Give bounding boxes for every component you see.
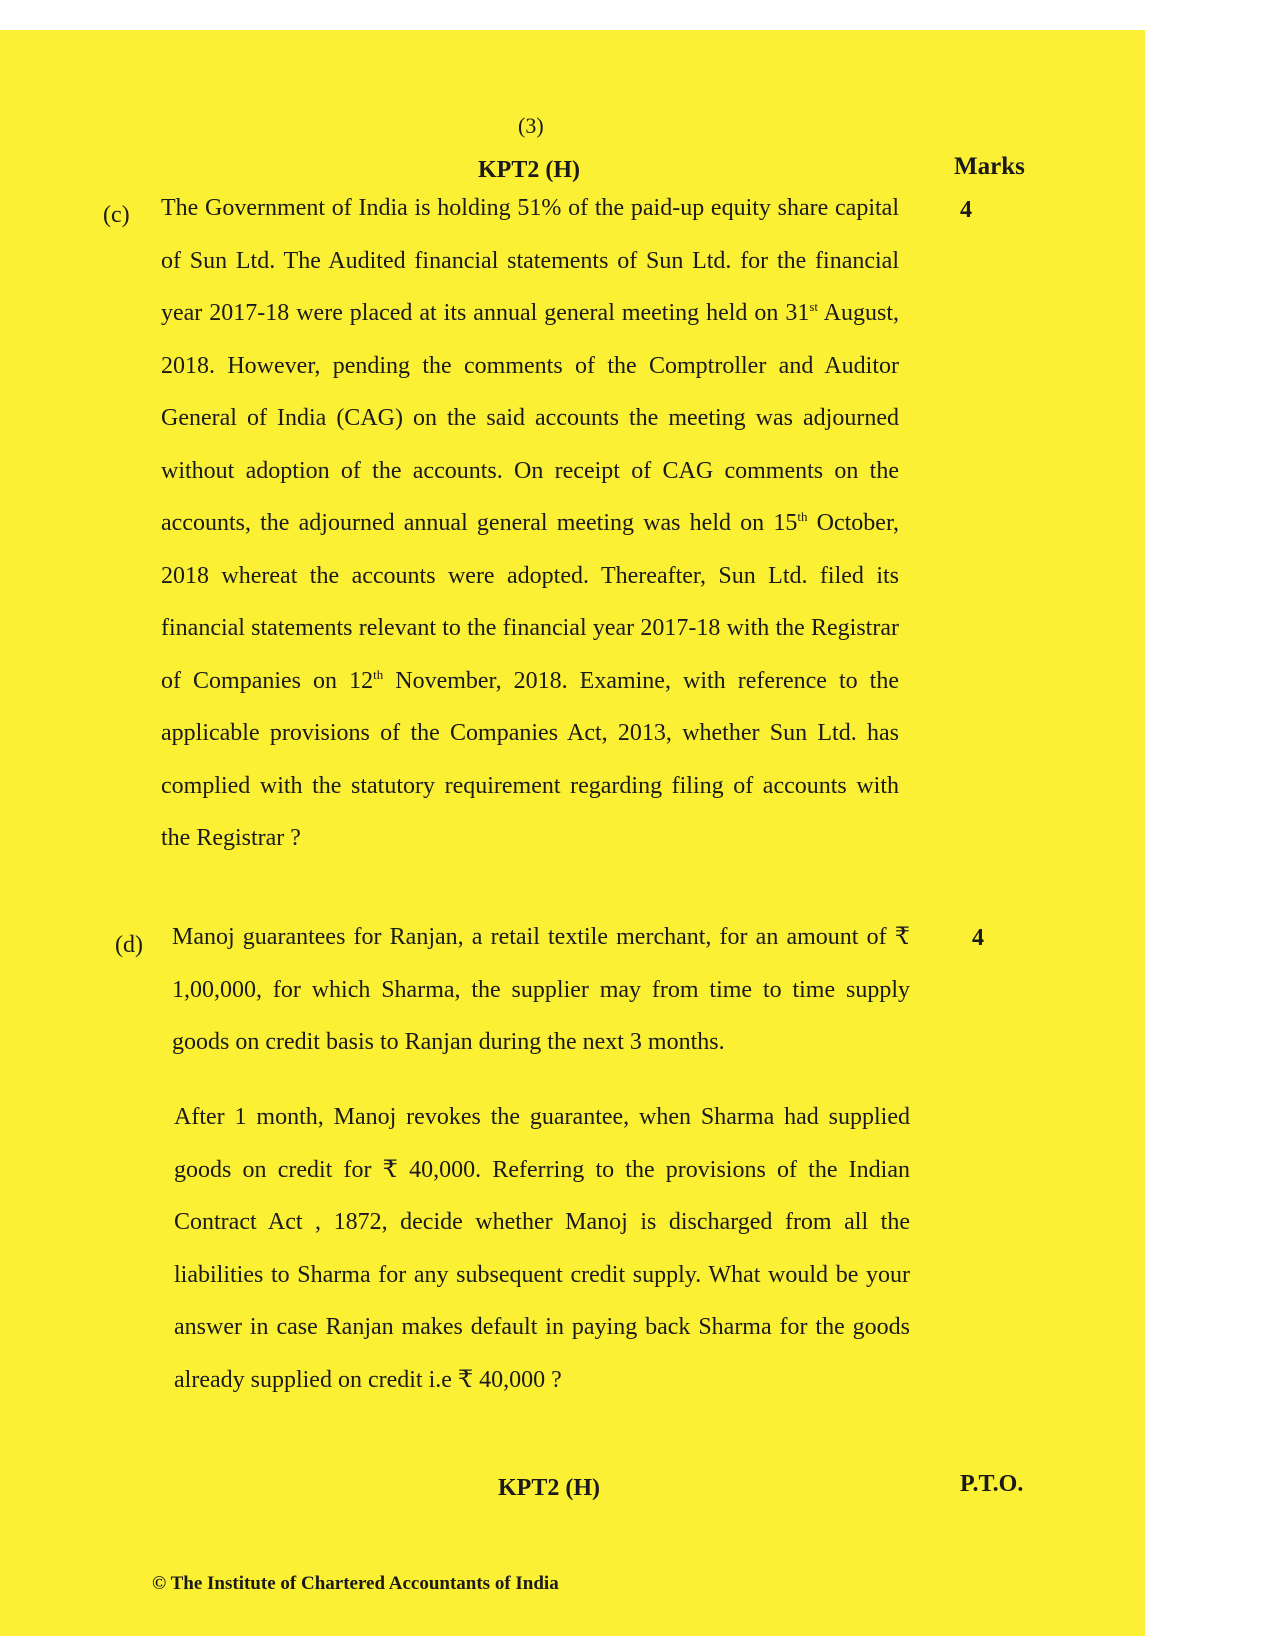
question-d-body-2: [174, 1091, 910, 1406]
paper-code-footer: KPT2 (H): [498, 1475, 600, 1501]
question-c-label: (c): [103, 202, 130, 228]
question-c-body: [161, 182, 899, 865]
page-number: (3): [518, 113, 544, 138]
pto-label: P.T.O.: [960, 1471, 1024, 1497]
question-d-text-2: After 1 month, Manoj revokes the guarantee, when Sharma had supplied goods on credit for ₹ 40,000. Referring to the provisions of the Indian Contract Act , 1872, decide whether Manoj is discharged from all the liabilities to Sharma for any subsequent credit supply. What would be your answer in case Ranjan makes default in paying back Sharma for the goods already supplied on credit i.e ₹ 40,000 ?: [174, 1104, 910, 1393]
paper-code-header: KPT2 (H): [478, 157, 580, 183]
question-d-body-1: [172, 911, 910, 1069]
copyright-notice: © The Institute of Chartered Accountants of India: [152, 1573, 559, 1594]
question-d-text-1: Manoj guarantees for Ranjan, a retail textile merchant, for an amount of ₹ 1,00,000, for which Sharma, the supplier may from time to time supply goods on credit basis to Ranjan during the next 3 months.: [172, 924, 910, 1055]
question-d-marks: 4: [972, 925, 984, 951]
question-c-text: The Government of India is holding 51% of the paid-up equity share capital of Sun Ltd. The Audited financial statements of Sun Ltd. for the financial year 2017-18 were placed at its annual general meeting held on 31st August, 2018. However, pending the comments of the Comptroller and Auditor General of India (CAG) on the said accounts the meeting was adjourned without adoption of the accounts. On receipt of CAG comments on the accounts, the adjourned annual general meeting was held on 15th October, 2018 whereat the accounts were adopted. Thereafter, Sun Ltd. filed its financial statements relevant to the financial year 2017-18 with the Registrar of Companies on 12th November, 2018. Examine, with reference to the applicable provisions of the Companies Act, 2013, whether Sun Ltd. has complied with the statutory requirement regarding filing of accounts with the Registrar ?: [161, 195, 900, 851]
question-d-label: (d): [115, 932, 143, 958]
question-c-marks: 4: [960, 197, 972, 223]
marks-heading: Marks: [954, 153, 1025, 180]
